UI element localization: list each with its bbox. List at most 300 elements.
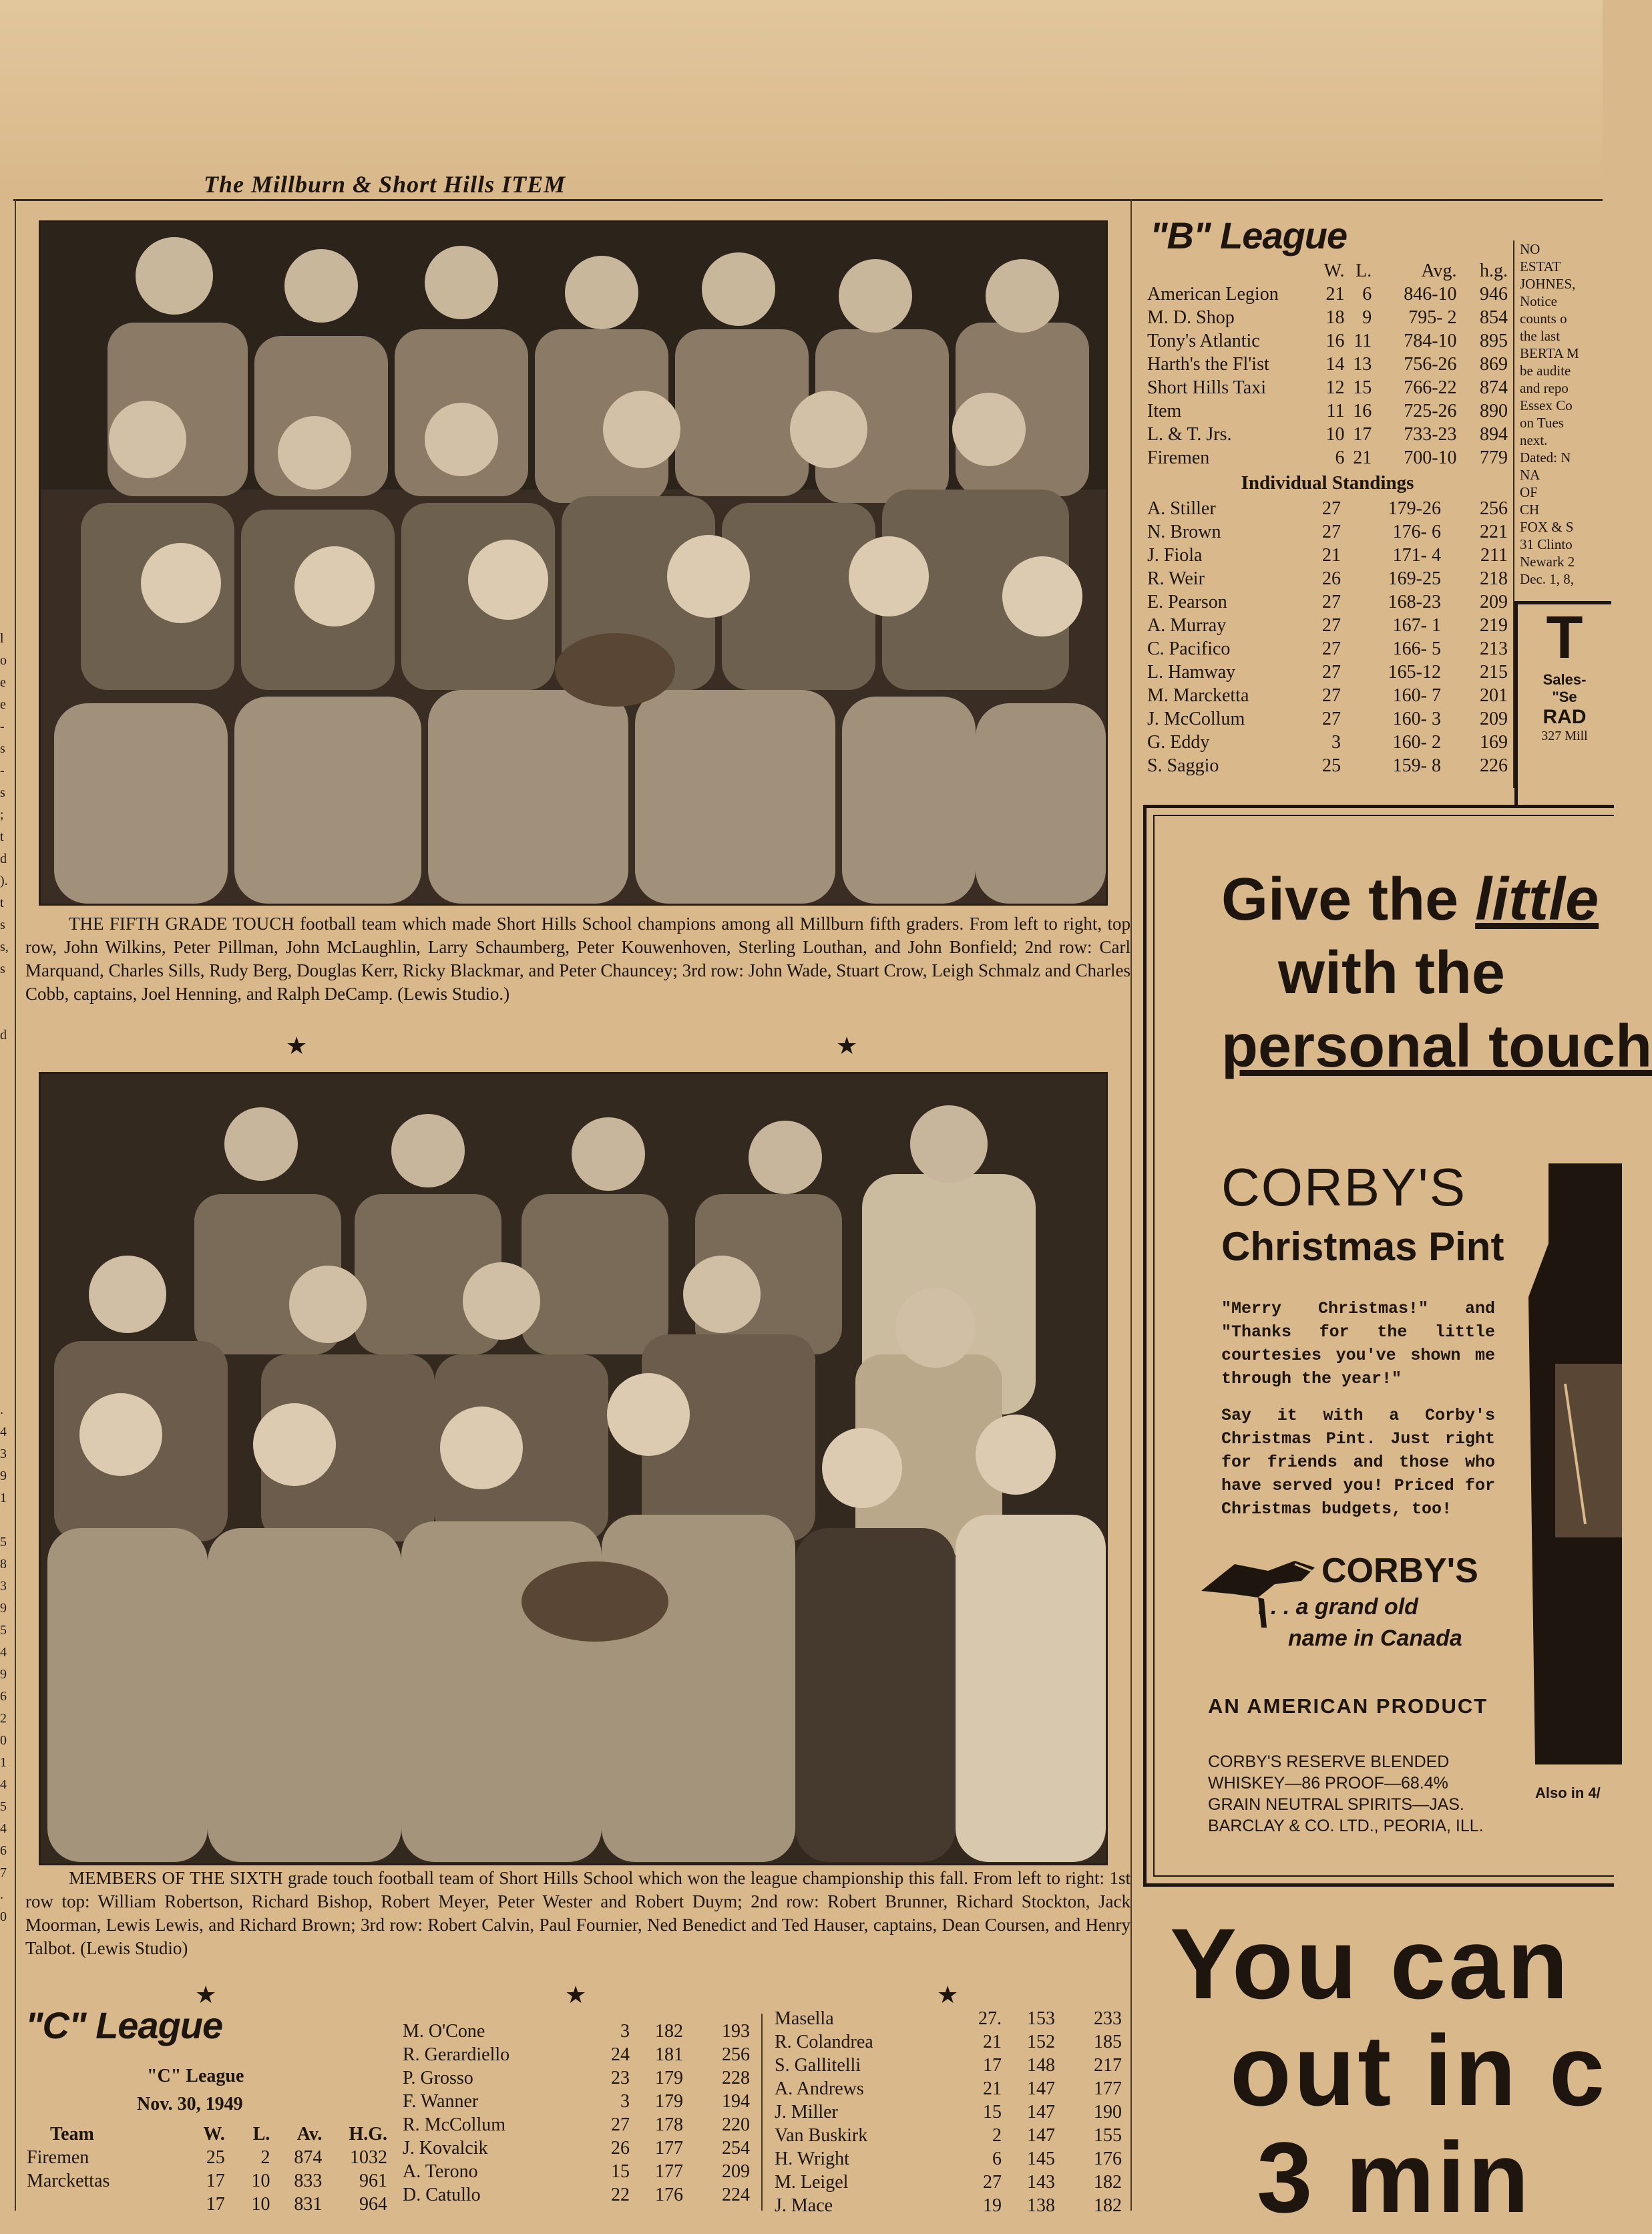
table-cell: M. Marcketta <box>1147 685 1249 706</box>
notice-line: counts o <box>1520 311 1567 327</box>
ad-headline-line: 3 min <box>1257 2121 1532 2233</box>
table-row <box>775 2171 1122 2194</box>
table-cell: 226 <box>1480 755 1508 776</box>
notice-line: 31 Clinto <box>1520 536 1573 552</box>
table-cell: M. D. Shop <box>1147 307 1235 328</box>
table-row <box>775 2030 1122 2054</box>
table-cell: 3 <box>620 2021 630 2042</box>
strip-char: s <box>0 962 5 976</box>
table-row <box>403 2113 750 2136</box>
strip-char: 9 <box>0 1667 7 1682</box>
table-cell: 21 <box>983 2078 1002 2099</box>
ad-fragment-line: Sales- <box>1542 671 1587 688</box>
table-header-row <box>27 2122 387 2146</box>
ad-logo-tagline: . . . a grand old <box>1258 1594 1418 1620</box>
table-row <box>403 2183 750 2207</box>
strip-char: s <box>0 785 5 800</box>
ad-product: Christmas Pint <box>1221 1224 1504 1269</box>
strip-char <box>0 1509 13 1531</box>
table-cell: 218 <box>1480 568 1508 589</box>
strip-char: 6 <box>0 1843 7 1858</box>
table-cell: 179 <box>655 2091 683 2112</box>
table-cell: 147 <box>1027 2078 1055 2099</box>
table-row <box>775 2077 1122 2100</box>
table-cell: Harth's the Fl'ist <box>1147 354 1269 375</box>
c-league-individual-table <box>403 2020 750 2207</box>
table-cell: 766-22 <box>1404 377 1457 398</box>
strip-char: t <box>0 896 4 910</box>
col-header-l: L. <box>252 2124 270 2145</box>
strip-char <box>0 1355 13 1377</box>
table-cell: 964 <box>359 2194 387 2215</box>
table-cell: 3 <box>1331 732 1341 753</box>
table-row <box>1147 754 1508 777</box>
table-row <box>1147 614 1508 637</box>
ad-fragment-line: RAD <box>1542 706 1587 728</box>
table-cell: 27. <box>978 2008 1002 2029</box>
ad-headline-line: with the <box>1278 940 1505 1006</box>
strip-char <box>0 1201 13 1223</box>
table-cell: 3 <box>620 2091 630 2112</box>
table-cell: 256 <box>1480 498 1508 519</box>
table-row <box>1147 283 1508 306</box>
table-cell: Tony's Atlantic <box>1147 331 1260 351</box>
table-row <box>1147 661 1508 684</box>
table-cell: 22 <box>611 2185 630 2205</box>
ad-headline-line: personal touch <box>1221 1013 1652 1080</box>
table-cell: 167- 1 <box>1392 615 1441 636</box>
ad-logo-brand: CORBY'S <box>1321 1551 1478 1590</box>
table-row <box>1147 353 1508 376</box>
table-cell: 176- 6 <box>1392 522 1441 542</box>
table-cell: M. O'Cone <box>403 2021 485 2042</box>
table-cell: 171- 4 <box>1392 545 1441 566</box>
table-cell: H. Wright <box>775 2149 849 2169</box>
c-league-subtitle: "C" League <box>147 2066 244 2086</box>
strip-char: 3 <box>0 1579 7 1594</box>
table-cell: 6 <box>1362 284 1372 305</box>
strip-char: s, <box>0 940 9 954</box>
notice-line: next. <box>1520 432 1548 448</box>
table-cell: N. Brown <box>1147 522 1221 542</box>
table-cell: 169-25 <box>1388 568 1441 589</box>
ad-headline-line: out in c <box>1230 2014 1608 2126</box>
table-row <box>1147 637 1508 661</box>
table-cell: 14 <box>1325 354 1345 375</box>
table-cell: 190 <box>1094 2102 1122 2122</box>
table-header-row <box>1147 259 1508 283</box>
strip-char: o <box>0 653 7 668</box>
table-cell: 148 <box>1027 2055 1055 2076</box>
table-cell: 169 <box>1480 732 1508 753</box>
strip-char: ). <box>0 874 8 888</box>
strip-char: 3 <box>0 1447 7 1461</box>
table-cell: 10 <box>251 2171 270 2191</box>
col-header-av: Av. <box>296 2124 323 2145</box>
table-cell: 17 <box>983 2055 1002 2076</box>
table-cell: A. Andrews <box>775 2078 864 2099</box>
individual-standings-heading: Individual Standings <box>1241 472 1414 494</box>
strip-char: 4 <box>0 1777 7 1792</box>
strip-char: 9 <box>0 1469 7 1483</box>
column-rule <box>15 199 16 2211</box>
ad-logo-tagline: name in Canada <box>1288 1626 1462 1651</box>
table-row <box>1147 329 1508 353</box>
table-cell: 182 <box>1094 2172 1122 2193</box>
strip-char <box>0 1333 13 1355</box>
table-cell: 177 <box>655 2138 683 2159</box>
table-row <box>403 2020 750 2043</box>
ad-body-text: Say it with a Corby's Christmas Pint. Just right for friends and those who have served you! Priced for Christmas budgets, too! <box>1221 1406 1495 1519</box>
table-cell: Masella <box>775 2008 834 2029</box>
table-row <box>1147 399 1508 423</box>
strip-char: s <box>0 918 5 932</box>
table-cell: 138 <box>1027 2195 1055 2216</box>
table-cell: 15 <box>983 2102 1002 2122</box>
table-cell: 152 <box>1027 2032 1055 2052</box>
strip-char <box>0 1245 13 1267</box>
table-cell: 219 <box>1480 615 1508 636</box>
table-cell: 26 <box>611 2138 630 2159</box>
col-header-team: Team <box>50 2124 94 2145</box>
ad-headline-emphasis: little <box>1475 866 1599 933</box>
table-cell: 254 <box>722 2138 750 2159</box>
table-cell: 17 <box>1353 424 1372 445</box>
table-cell <box>27 2193 180 2216</box>
table-cell: L. & T. Jrs. <box>1147 424 1232 445</box>
table-cell: A. Murray <box>1147 615 1227 636</box>
table-cell: 147 <box>1027 2102 1055 2122</box>
table-cell: 24 <box>611 2044 630 2065</box>
table-cell: J. Miller <box>775 2102 838 2122</box>
table-cell: M. Leigel <box>775 2172 849 2193</box>
table-cell: 6 <box>992 2149 1002 2169</box>
table-row <box>775 2194 1122 2217</box>
c-league-date: Nov. 30, 1949 <box>137 2094 243 2114</box>
table-cell: J. McCollum <box>1147 709 1245 729</box>
table-cell: 179 <box>655 2068 683 2088</box>
b-league-individual-table <box>1147 497 1508 777</box>
ad-fragment-line: "Se <box>1552 689 1577 705</box>
table-cell: 894 <box>1480 424 1508 445</box>
table-row <box>27 2169 387 2193</box>
table-cell: 215 <box>1480 662 1508 683</box>
table-cell: 221 <box>1480 522 1508 542</box>
strip-char: 9 <box>0 1601 7 1616</box>
table-cell: 725-26 <box>1404 401 1457 421</box>
col-header-hg: H.G. <box>349 2124 387 2145</box>
strip-char: 7 <box>0 1865 7 1880</box>
ad-fine-print <box>1208 1751 1484 1837</box>
c-league-team-standings <box>27 2122 387 2216</box>
strip-char <box>0 1047 13 1069</box>
table-cell: 27 <box>1322 685 1341 706</box>
table-cell: 6 <box>1335 447 1345 468</box>
strip-char: 0 <box>0 1733 7 1748</box>
table-row <box>27 2193 387 2216</box>
table-cell: 17 <box>206 2194 225 2215</box>
ad-headline-line <box>1221 863 1599 936</box>
table-cell: 9 <box>1362 307 1372 328</box>
table-cell: 1032 <box>350 2147 387 2168</box>
team-photo-sixth-grade <box>39 1072 1108 1865</box>
strip-char: 5 <box>0 1535 7 1549</box>
notice-line: CH <box>1520 502 1540 518</box>
table-cell: 177 <box>655 2161 683 2182</box>
table-cell: 213 <box>1480 638 1508 659</box>
notice-line: Dec. 1, 8, <box>1520 571 1575 587</box>
notice-line: Dated: N <box>1520 449 1571 466</box>
table-cell: 27 <box>1322 638 1341 659</box>
table-row <box>775 2124 1122 2147</box>
table-cell: 12 <box>1325 377 1345 398</box>
ad-fine-print-line: WHISKEY—86 PROOF—68.4% <box>1208 1774 1448 1793</box>
strip-char <box>0 1002 13 1025</box>
strip-char <box>0 1223 13 1245</box>
notice-line: FOX & S <box>1520 519 1574 535</box>
table-cell: 176 <box>655 2185 683 2205</box>
table-cell: 209 <box>722 2161 750 2182</box>
strip-char <box>0 1135 13 1157</box>
table-cell: 846-10 <box>1404 284 1457 305</box>
eagle-logo-icon <box>1195 1544 1328 1634</box>
table-row <box>1147 520 1508 544</box>
table-row <box>1147 707 1508 731</box>
table-row <box>1147 684 1508 707</box>
ad-fragment-line: 327 Mill <box>1541 729 1588 743</box>
star-separator: ★ <box>195 1982 217 2008</box>
table-cell: Firemen <box>27 2147 89 2168</box>
table-row <box>1147 306 1508 329</box>
table-cell: S. Gallitelli <box>775 2055 861 2076</box>
table-cell: J. Fiola <box>1147 545 1203 566</box>
strip-char <box>0 1069 13 1091</box>
table-cell: R. Weir <box>1147 568 1205 589</box>
table-cell: A. Stiller <box>1147 498 1216 519</box>
table-cell: 228 <box>722 2068 750 2088</box>
notice-line: NA <box>1520 467 1540 483</box>
strip-char: - <box>0 719 5 734</box>
table-cell: 21 <box>983 2032 1002 2052</box>
star-separator: ★ <box>937 1982 959 2008</box>
ad-frame <box>1153 815 1652 1877</box>
table-cell: 155 <box>1094 2125 1122 2146</box>
table-cell: 874 <box>294 2147 323 2168</box>
table-cell: S. Saggio <box>1147 755 1219 776</box>
table-cell: 165-12 <box>1388 662 1441 683</box>
notice-line: be audite <box>1520 363 1571 379</box>
table-cell: G. Eddy <box>1147 732 1210 753</box>
table-cell: 16 <box>1353 401 1372 421</box>
strip-char <box>0 1157 13 1179</box>
table-cell: 153 <box>1027 2008 1055 2029</box>
c-league-individuals-col2 <box>775 2007 1122 2217</box>
notice-line: and repo <box>1520 380 1569 396</box>
table-row <box>403 2066 750 2090</box>
table-cell: A. Terono <box>403 2161 478 2182</box>
table-cell: 15 <box>1353 377 1372 398</box>
strip-char: s <box>0 741 5 756</box>
c-league-individual-table <box>775 2007 1122 2217</box>
table-cell: 19 <box>983 2195 1002 2216</box>
table-cell: 178 <box>655 2114 683 2135</box>
table-cell: 16 <box>1325 331 1345 351</box>
table-cell: 168-23 <box>1388 592 1441 612</box>
table-cell: R. Gerardiello <box>403 2044 510 2065</box>
star-separator: ★ <box>836 1033 858 1059</box>
star-separator: ★ <box>286 1033 308 1059</box>
table-cell: 211 <box>1480 545 1508 566</box>
ad-american-product: AN AMERICAN PRODUCT <box>1208 1694 1488 1718</box>
table-cell: 182 <box>1094 2195 1122 2216</box>
photo-image <box>41 222 1106 904</box>
table-cell: 700-10 <box>1404 447 1457 468</box>
strip-char: 1 <box>0 1491 7 1505</box>
strip-char: - <box>0 763 5 778</box>
table-cell: 27 <box>1322 662 1341 683</box>
table-cell: 217 <box>1094 2055 1122 2076</box>
table-cell: Firemen <box>1147 447 1210 468</box>
table-cell: 27 <box>1322 498 1341 519</box>
table-row <box>775 2147 1122 2171</box>
table-cell: 17 <box>206 2171 225 2191</box>
strip-char: 0 <box>0 1909 7 1924</box>
table-cell: J. Mace <box>775 2195 833 2216</box>
table-cell: 179-26 <box>1388 498 1441 519</box>
table-cell: 160- 7 <box>1392 685 1441 706</box>
table-row <box>1147 590 1508 614</box>
strip-char: 4 <box>0 1645 7 1660</box>
table-cell: 11 <box>1354 331 1372 351</box>
whiskey-bottle-illustration <box>1528 1163 1622 1768</box>
table-cell: 166- 5 <box>1392 638 1441 659</box>
table-cell: 220 <box>722 2114 750 2135</box>
table-cell: 27 <box>983 2172 1002 2193</box>
table-cell: 831 <box>294 2194 323 2215</box>
table-cell: 176 <box>1094 2149 1122 2169</box>
table-row <box>1147 567 1508 590</box>
notice-line: JOHNES, <box>1520 276 1576 292</box>
table-row <box>1147 423 1508 446</box>
table-cell: 21 <box>1353 447 1372 468</box>
table-cell: 193 <box>722 2021 750 2042</box>
table-cell: 27 <box>1322 709 1341 729</box>
table-cell: 961 <box>359 2171 387 2191</box>
strip-char: ; <box>0 807 4 822</box>
strip-char <box>0 1267 13 1289</box>
notice-line: Essex Co <box>1520 397 1573 413</box>
table-cell: 26 <box>1322 568 1341 589</box>
ad-fine-print-line: GRAIN NEUTRAL SPIRITS—JAS. <box>1208 1795 1464 1814</box>
table-cell: 18 <box>1325 307 1345 328</box>
table-cell: 27 <box>1322 522 1341 542</box>
bottom-ad-fragment <box>1143 1893 1608 2233</box>
strip-char: 4 <box>0 1425 7 1439</box>
table-cell: 2 <box>260 2147 270 2168</box>
b-league-team-table <box>1147 259 1508 470</box>
table-cell: F. Wanner <box>403 2091 479 2112</box>
strip-char: 4 <box>0 1821 7 1836</box>
table-cell: 15 <box>611 2161 630 2182</box>
table-cell: J. Kovalcik <box>403 2138 488 2159</box>
table-cell: P. Grosso <box>403 2068 473 2088</box>
table-cell: 25 <box>1322 755 1341 776</box>
table-row <box>1147 497 1508 520</box>
table-cell: 833 <box>294 2171 323 2191</box>
ad-size-note: Also in 4/ <box>1535 1785 1601 1801</box>
table-cell: 869 <box>1480 354 1508 375</box>
table-cell: 11 <box>1326 401 1345 421</box>
strip-char: d <box>0 852 7 866</box>
table-cell: 27 <box>611 2114 630 2135</box>
table-cell: Item <box>1147 401 1182 421</box>
table-row <box>27 2146 387 2169</box>
table-cell: 143 <box>1027 2172 1055 2193</box>
table-cell: 201 <box>1480 685 1508 706</box>
table-cell: 185 <box>1094 2032 1122 2052</box>
table-cell: 224 <box>722 2185 750 2205</box>
photo-caption-fifth-grade: THE FIFTH GRADE TOUCH football team which made Short Hills School champions among all Millburn fifth graders. From left to right, top row, John Wilkins, Peter Pillman, John McLaughlin, Larry Schaumberg, Peter Kouwenhoven, Sterling Louthan, and John Bonfield; 2nd row: Carl Marquand, Charles Sills, Rudy Berg, Douglas Kerr, Ricky Blackmar, and Peter Chauncey; 3rd row: John Wade, Stuart Crow, Leigh Schmalz and Charles Cobb, captains, Joel Henning, and Ralph DeCamp. (Lewis Studio.) <box>25 914 1130 1004</box>
strip-char: e <box>0 697 6 712</box>
b-league-team-standings <box>1147 259 1508 777</box>
column-rule <box>761 2014 763 2211</box>
table-row <box>1147 544 1508 567</box>
col-header-l: L. <box>1356 260 1372 281</box>
table-cell: 779 <box>1480 447 1508 468</box>
notice-line: Notice <box>1520 293 1557 309</box>
table-row <box>1147 376 1508 399</box>
table-cell: 145 <box>1027 2149 1055 2169</box>
strip-char <box>0 1113 13 1135</box>
table-cell: 733-23 <box>1404 424 1457 445</box>
table-row <box>403 2043 750 2066</box>
strip-char <box>0 1091 13 1113</box>
table-cell: R. Colandrea <box>775 2032 873 2052</box>
table-cell: 795- 2 <box>1408 307 1457 328</box>
notice-line: ESTAT <box>1520 258 1561 274</box>
notice-line: OF <box>1520 484 1538 500</box>
table-cell: 21 <box>1322 545 1341 566</box>
table-cell: 756-26 <box>1404 354 1457 375</box>
strip-char <box>0 1377 13 1399</box>
c-league-title: "C" League <box>25 2004 223 2046</box>
table-cell: 895 <box>1480 331 1508 351</box>
table-cell: L. Hamway <box>1147 662 1236 683</box>
strip-char: 1 <box>0 1755 7 1770</box>
table-row <box>775 2100 1122 2124</box>
col-header-w: W. <box>1323 260 1345 281</box>
table-cell: 27 <box>1322 615 1341 636</box>
b-league-title: "B" League <box>1150 214 1348 256</box>
strip-char: 5 <box>0 1799 7 1814</box>
table-row <box>403 2090 750 2113</box>
table-row <box>403 2160 750 2183</box>
table-cell: 181 <box>655 2044 683 2065</box>
strip-char: 6 <box>0 1689 7 1704</box>
table-row <box>1147 731 1508 754</box>
table-cell: 2 <box>992 2125 1002 2146</box>
photo-caption-sixth-grade: MEMBERS OF THE SIXTH grade touch football team of Short Hills School which won the league championship this fall. From left to right: 1st row top: William Robertson, Richard Bishop, Robert Meyer, Peter Wester and Robert Duym; 2nd row: Robert Brunner, Richard Stockton, Jack Moorman, Lewis Lewis, and Richard Brown; 3rd row: Robert Calvin, Paul Fournier, Ned Benedict and Ted Hauser, captains, Dean Coursen, and Henry Talbot. (Lewis Studio) <box>25 1868 1130 1958</box>
strip-char: 8 <box>0 1557 7 1571</box>
table-cell: 182 <box>655 2021 683 2042</box>
table-cell: 209 <box>1480 709 1508 729</box>
photo-image <box>41 1074 1106 1863</box>
ad-headline-text: Give the <box>1221 866 1459 933</box>
strip-char: . <box>0 1403 3 1417</box>
table-row <box>403 2136 750 2160</box>
table-cell: 854 <box>1480 307 1508 328</box>
table-cell: 946 <box>1480 284 1508 305</box>
